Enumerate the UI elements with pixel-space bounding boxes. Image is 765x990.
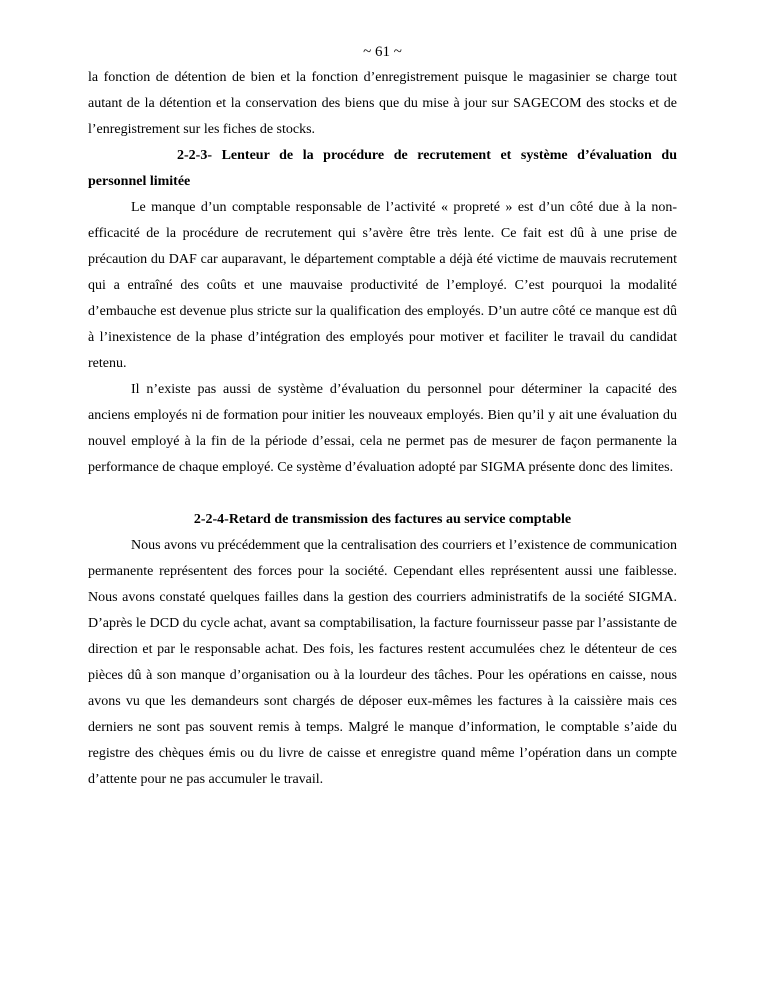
section-heading-2-2-4: 2-2-4-Retard de transmission des factures au service comptable (193, 512, 572, 527)
paragraph-recruitment: Le manque d’un comptable responsable de l’activité « propreté » est d’un côté due à la non-efficacité de la procédure de recrutement qui s’avère être très lente. Ce fait est dû à une prise de précaution du DAF car auparavant, le département comptable a déjà été victime de mauvais recrutement qui a entraîné des coûts et une mauvaise productivité de l’employé. C’est pourquoi la modalité d’embauche est devenue plus stricte sur la qualification des employés. D’un autre côté ce manque est dû à l’inexistence de la phase d’intégration des employés pour motiver et faciliter le travail du candidat retenu. (88, 200, 677, 371)
section-heading-2-2-3: 2-2-3- Lenteur de la procédure de recrutement et système d’évaluation du personnel limitée (88, 148, 677, 189)
paragraph-invoices: Nous avons vu précédemment que la centralisation des courriers et l’existence de communication permanente représentent des forces pour la société. Cependant elles représentent aussi une faiblesse. Nous avons constaté quelques failles dans la gestion des courriers administratifs de la société SIGMA. D’après le DCD du cycle achat, avant sa comptabilisation, la facture fournisseur passe par l’assistante de direction et par le responsable achat. Des fois, les factures restent accumulées chez le détenteur de ces pièces dû à son manque d’organisation ou à la lourdeur des tâches. Pour les opérations en caisse, nous avons vu que les demandeurs sont chargés de déposer eux-mêmes les factures à la caissière mais ces derniers ne sont pas souvent remis à temps. Malgré le manque d’information, le comptable s’aide du registre des chèques émis ou du livre de caisse et enregistre quand même l’opération dans un compte d’attente pour ne pas accumuler le travail. (88, 538, 677, 787)
page-number: ~ 61 ~ (363, 44, 402, 60)
paragraph-continuation: la fonction de détention de bien et la fonction d’enregistrement puisque le magasinier se charge tout autant de la détention et la conservation des biens que du mise à jour sur SAGECOM des stocks et de l’enregistrement sur les fiches de stocks. (88, 70, 677, 137)
spacer (88, 481, 677, 507)
paragraph-evaluation: Il n’existe pas aussi de système d’évaluation du personnel pour déterminer la capacité des anciens employés ni de formation pour initier les nouveaux employés. Bien qu’il y ait une évaluation du nouvel employé à la fin de la période d’essai, cela ne permet pas de mesurer de façon permanente la performance de chaque employé. Ce système d’évaluation adopté par SIGMA présente donc des limites. (88, 382, 677, 475)
document-body (88, 65, 677, 793)
